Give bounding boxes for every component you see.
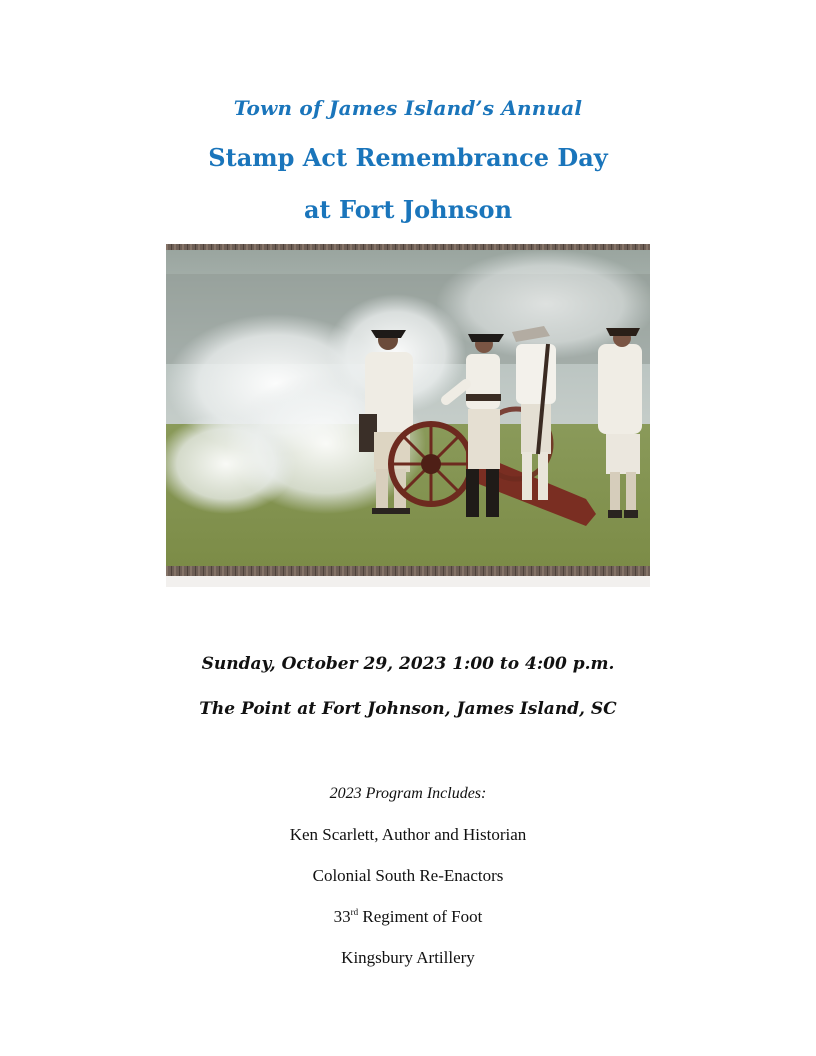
program-item: [0, 907, 816, 927]
event-location: The Point at Fort Johnson, James Island, SC: [199, 699, 617, 719]
program-item: Kingsbury Artillery: [341, 948, 475, 967]
event-title-location: at Fort Johnson: [303, 195, 513, 224]
program-item: Ken Scarlett, Author and Historian: [289, 825, 527, 844]
event-subtitle: Town of James Island’s Annual: [233, 96, 583, 120]
program-item-number: 33: [333, 907, 351, 926]
event-date-time: Sunday, October 29, 2023 1:00 to 4:00 p.m.: [201, 654, 615, 674]
program-item-ordinal-suffix: rd: [350, 907, 359, 917]
event-photo: [166, 244, 650, 587]
program-heading: 2023 Program Includes:: [329, 785, 487, 802]
program-item-name: Regiment of Foot: [358, 907, 483, 926]
program-item: Colonial South Re-Enactors: [312, 866, 504, 885]
event-title: Stamp Act Remembrance Day: [208, 143, 608, 172]
